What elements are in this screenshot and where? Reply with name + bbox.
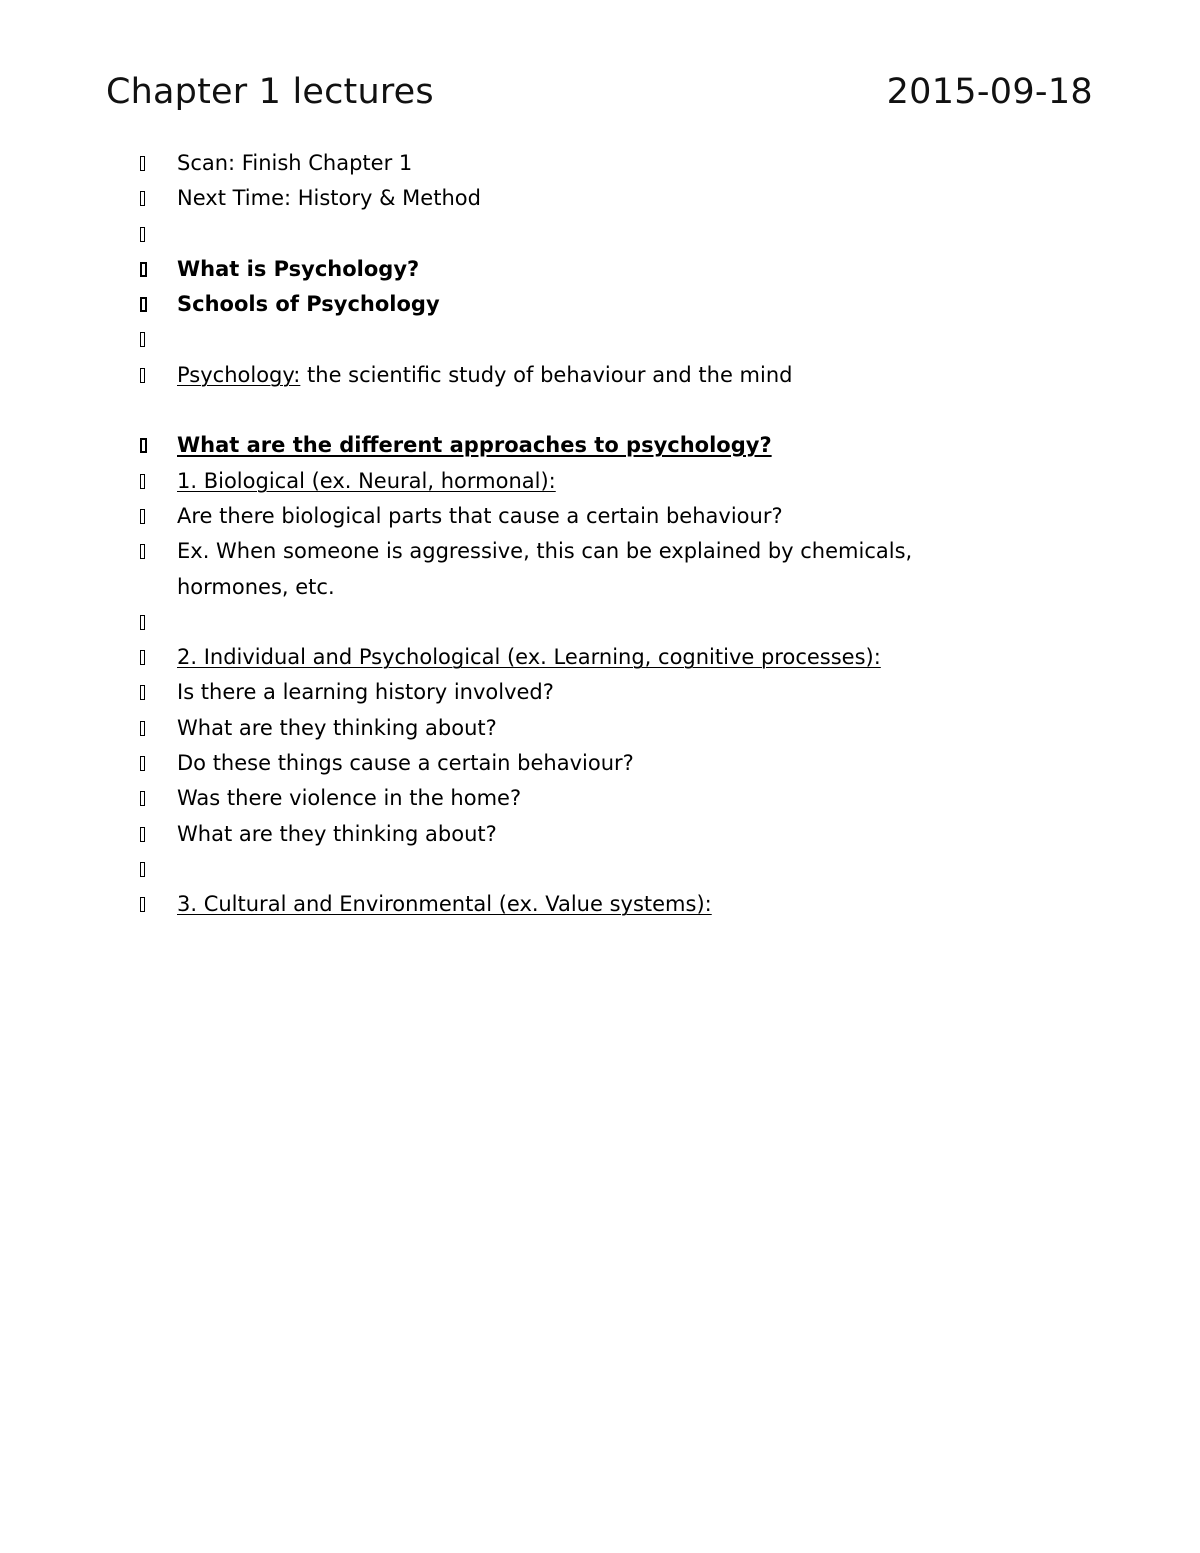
list-item xyxy=(140,887,1040,922)
lecture-notes xyxy=(140,146,1040,923)
list-item xyxy=(140,817,1040,852)
lecture-date: 2015-09-18 xyxy=(886,72,1093,112)
individual-question: What are they thinking about? xyxy=(177,715,497,740)
list-item xyxy=(140,711,1040,746)
list-item xyxy=(140,499,1040,534)
bullet-icon xyxy=(140,862,145,877)
bullet-icon xyxy=(140,368,145,383)
list-item xyxy=(140,428,1040,463)
scan-note: Scan: Finish Chapter 1 xyxy=(177,151,413,175)
list-item-empty xyxy=(140,605,1040,640)
list-item-empty xyxy=(140,852,1040,887)
bio-question: Are there biological parts that cause a certain behaviour? xyxy=(177,503,783,528)
bullet-icon xyxy=(140,897,145,912)
bullet-icon xyxy=(140,791,145,806)
bullet-icon xyxy=(140,685,145,700)
individual-question: Was there violence in the home? xyxy=(177,786,522,811)
psychology-term: Psychology: xyxy=(177,362,301,387)
bullet-icon xyxy=(140,332,145,347)
cultural-heading: 3. Cultural and Environmental (ex. Value systems): xyxy=(177,892,712,917)
list-item xyxy=(140,287,1040,322)
list-item xyxy=(140,464,1040,499)
bullet-icon xyxy=(140,650,145,665)
bullet-icon xyxy=(140,615,145,630)
list-item-empty xyxy=(140,217,1040,252)
list-item xyxy=(140,358,1040,393)
bullet-icon xyxy=(140,474,145,489)
approaches-question: What are the different approaches to psychology? xyxy=(177,433,772,458)
heading-schools: Schools of Psychology xyxy=(177,292,440,317)
bullet-icon xyxy=(140,262,147,277)
individual-question: Do these things cause a certain behaviour? xyxy=(177,751,634,776)
individual-question: Is there a learning history involved? xyxy=(177,680,554,705)
list-item xyxy=(140,675,1040,710)
bullet-icon xyxy=(140,191,145,206)
list-item xyxy=(140,746,1040,781)
bullet-icon xyxy=(140,509,145,524)
individual-question: What are they thinking about? xyxy=(177,821,497,846)
list-item xyxy=(140,781,1040,816)
bullet-icon xyxy=(140,156,145,171)
bullet-icon xyxy=(140,438,147,453)
bullet-icon xyxy=(140,756,145,771)
biological-heading: 1. Biological (ex. Neural, hormonal): xyxy=(177,468,556,493)
spacer xyxy=(140,393,1040,428)
bullet-icon xyxy=(140,297,147,312)
page-title: Chapter 1 lectures xyxy=(106,72,434,112)
next-time-note: Next Time: History & Method xyxy=(177,186,481,211)
heading-what-is-psychology: What is Psychology? xyxy=(177,256,420,281)
bullet-icon xyxy=(140,721,145,736)
bullet-icon xyxy=(140,544,145,559)
list-item xyxy=(140,534,1007,605)
bullet-icon xyxy=(140,827,145,842)
list-item xyxy=(140,252,1040,287)
bullet-icon xyxy=(140,227,145,242)
list-item xyxy=(140,181,1040,216)
list-item xyxy=(140,146,1040,181)
bio-example: Ex. When someone is aggressive, this can be explained by chemicals, hormones, etc. xyxy=(177,539,913,599)
list-item xyxy=(140,640,1040,675)
individual-heading: 2. Individual and Psychological (ex. Learning, cognitive processes): xyxy=(177,645,881,670)
psychology-definition: the scientific study of behaviour and the mind xyxy=(300,362,793,387)
list-item-empty xyxy=(140,322,1040,357)
